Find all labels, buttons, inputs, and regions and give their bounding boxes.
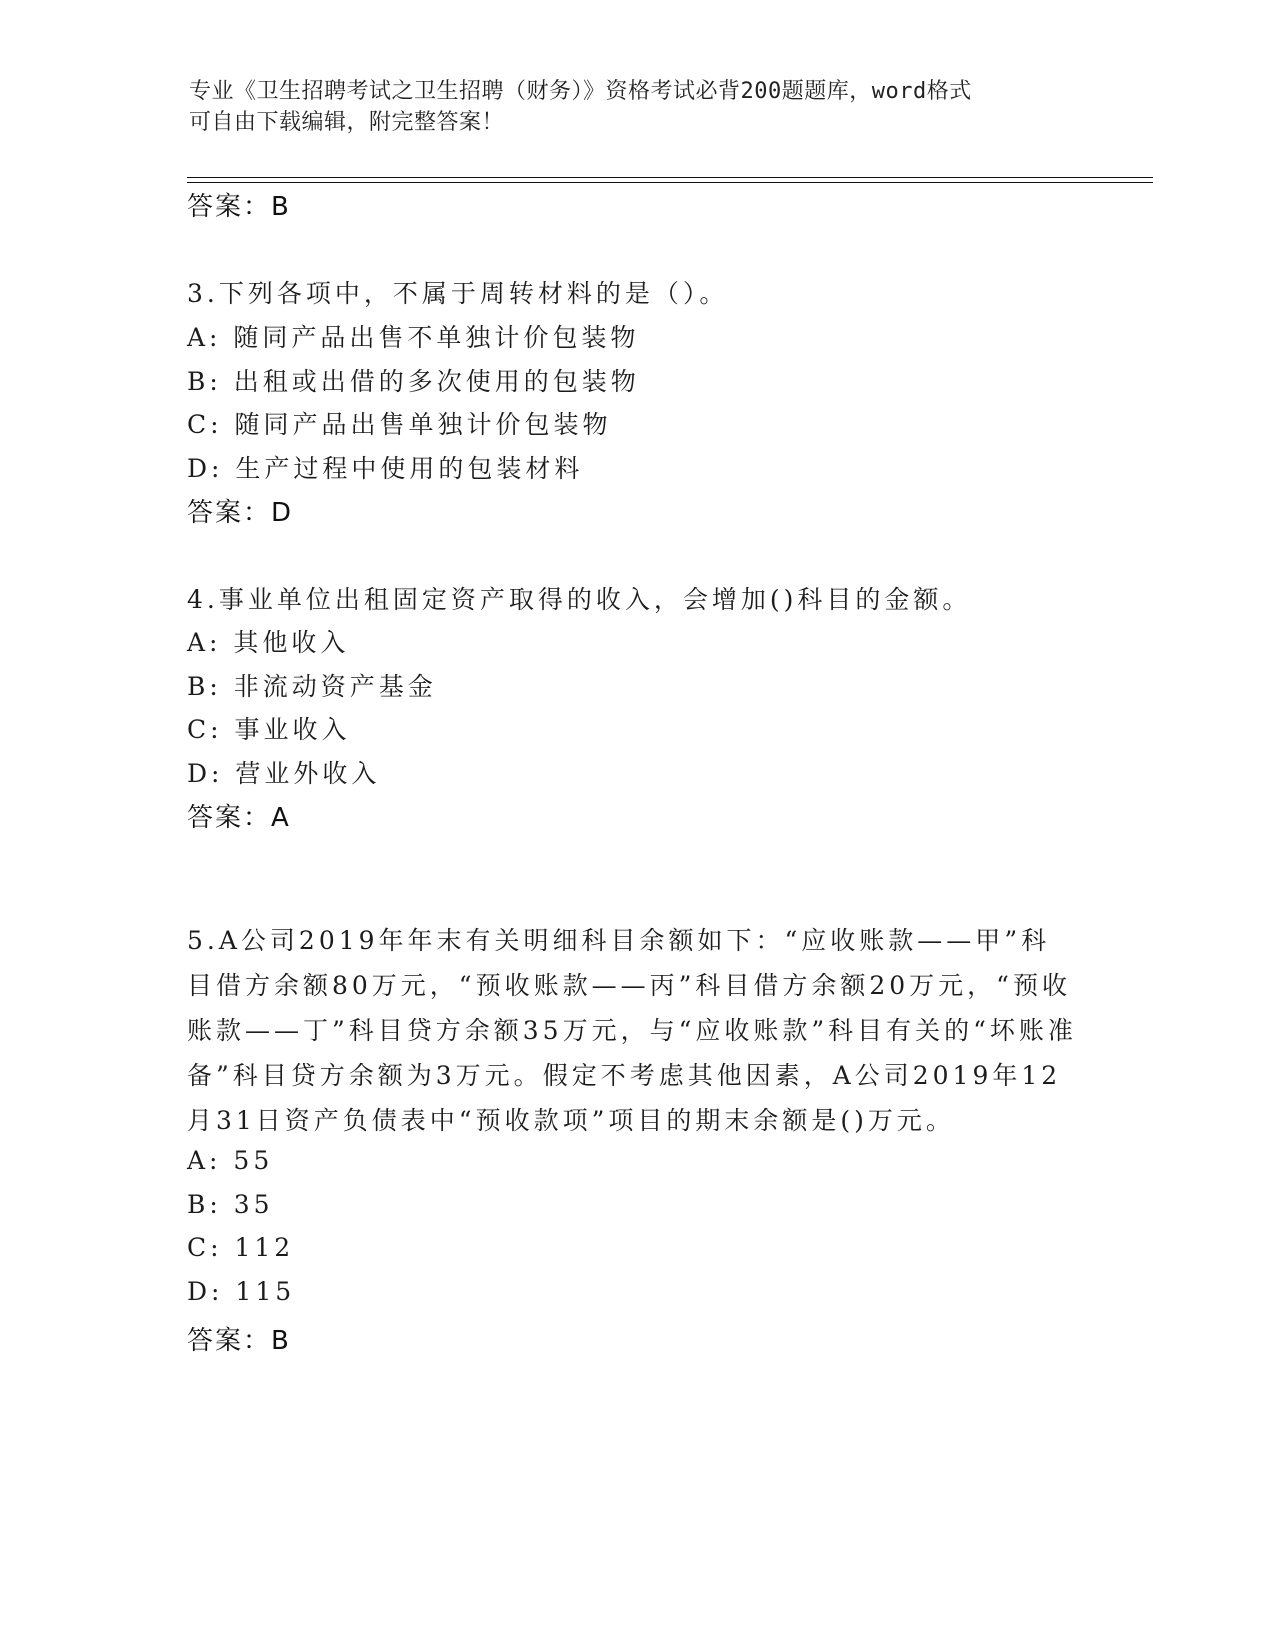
header-divider-bottom [187, 182, 1153, 183]
question-5-option-c: C: 112 [187, 1233, 295, 1262]
question-4-answer: 答案：A [187, 803, 291, 833]
question-4-stem: 4.事业单位出租固定资产取得的收入，会增加()科目的金额。 [187, 585, 972, 614]
question-3-option-c: C: 随同产品出售单独计价包装物 [187, 410, 612, 439]
header-line-2: 可自由下载编辑，附完整答案！ [189, 110, 505, 135]
question-5-option-a: A: 55 [187, 1146, 274, 1175]
answer-prev: 答案：B [187, 192, 291, 222]
document-header [189, 76, 1079, 138]
question-3-option-d: D: 生产过程中使用的包装材料 [187, 454, 584, 483]
question-5-answer: 答案：B [187, 1326, 291, 1356]
question-3-option-a: A: 随同产品出售不单独计价包装物 [187, 323, 640, 352]
question-3-option-b: B: 出租或出借的多次使用的包装物 [187, 367, 640, 396]
header-divider-top [187, 177, 1153, 178]
question-4-option-a: A: 其他收入 [187, 628, 350, 657]
question-3-answer: 答案：D [187, 498, 294, 528]
question-4-option-c: C: 事业收入 [187, 715, 351, 744]
question-5-option-b: B: 35 [187, 1190, 274, 1219]
question-5-option-d: D: 115 [187, 1277, 296, 1306]
question-5 [187, 918, 1077, 1143]
question-4-option-b: B: 非流动资产基金 [187, 672, 437, 701]
question-4-option-d: D: 营业外收入 [187, 759, 381, 788]
question-5-stem: 5.A公司2019年年末有关明细科目余额如下：“应收账款——甲”科目借方余额80万元，“预收账款——丙”科目借方余额20万元，“预收账款——丁”科目贷方余额35万元，与“应收账款”科目有关的“坏账准备”科目贷方余额为3万元。假定不考虑其他因素，A公司2019年12月31日资产负债表中“预收款项”项目的期末余额是()万元。 [187, 926, 1077, 1135]
question-3-stem: 3.下列各项中，不属于周转材料的是（）。 [187, 279, 729, 308]
header-line-1: 专业《卫生招聘考试之卫生招聘（财务）》资格考试必背200题题库，word格式 [189, 79, 972, 104]
